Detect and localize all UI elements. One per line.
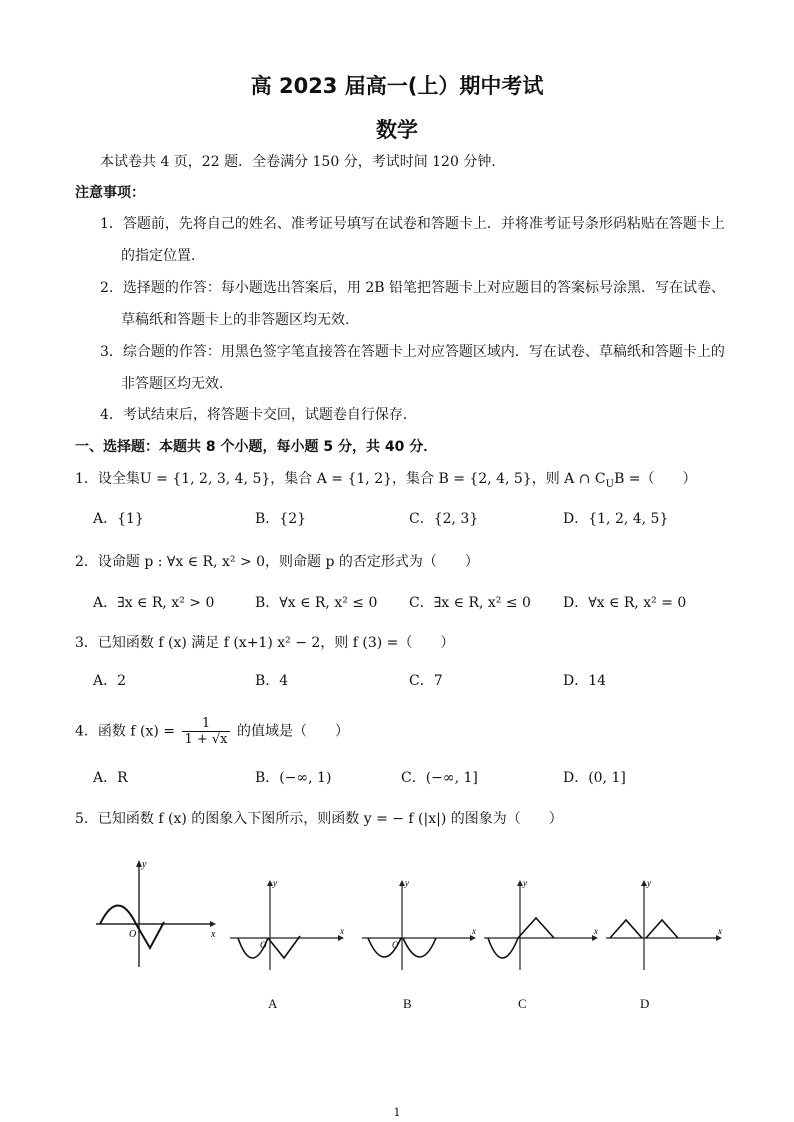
x-label: x xyxy=(472,926,476,936)
question-1-option-b: B．{2} xyxy=(255,511,307,527)
notice-item: 3．综合题的作答：用黑色签字笔直接答在答题卡上对应答题区域内．写在试卷、草稿纸和答题卡上的 xyxy=(100,344,725,360)
original-function-graph xyxy=(92,855,217,970)
question-2-option-a: A．∃x ∈ R, x² > 0 xyxy=(93,595,215,611)
section-heading: 一、选择题：本题共 8 个小题，每小题 5 分，共 40 分． xyxy=(75,439,438,455)
question-4-option-a: A．R xyxy=(93,770,128,786)
subject-title: 数学 xyxy=(376,118,418,142)
curve-arc xyxy=(488,938,518,958)
question-4-fraction xyxy=(182,716,229,747)
curve-arc xyxy=(100,906,136,925)
y-label: y xyxy=(405,878,409,888)
intro-text: 本试卷共 4 页，22 题．全卷满分 150 分，考试时间 120 分钟． xyxy=(100,154,506,170)
y-label: y xyxy=(273,878,277,888)
curve-triangle xyxy=(136,922,164,948)
graph-caption-b: B xyxy=(403,996,412,1011)
x-label: x xyxy=(211,929,216,940)
curve-triangle xyxy=(518,918,554,938)
question-2-option-c: C．∃x ∈ R, x² ≤ 0 xyxy=(409,595,531,611)
question-3-option-d: D．14 xyxy=(563,673,607,689)
notice-item: 2．选择题的作答：每小题选出答案后，用 2B 铅笔把答题卡上对应题目的答案标号涂黑．写在试卷、 xyxy=(100,280,726,296)
curve-triangle-left xyxy=(610,920,642,938)
x-axis-arrow xyxy=(210,921,216,927)
notice-item: 的指定位置． xyxy=(121,248,205,264)
question-4-stem xyxy=(75,716,349,750)
curve-triangle-right xyxy=(646,920,678,938)
origin-label: O xyxy=(260,940,267,950)
notice-item: 1．答题前，先将自己的姓名、准考证号填写在试卷和答题卡上．并将准考证号条形码粘贴在答题卡上 xyxy=(100,216,725,232)
fraction-numerator: 1 xyxy=(182,716,229,732)
question-2-stem: 2．设命题 p : ∀x ∈ R, x² > 0，则命题 p 的否定形式为（ ） xyxy=(75,554,479,570)
notice-item: 草稿纸和答题卡上的非答题区均无效． xyxy=(121,312,359,328)
y-label: y xyxy=(647,878,651,888)
question-2-option-b: B．∀x ∈ R, x² ≤ 0 xyxy=(255,595,378,611)
graph-option-c xyxy=(482,872,602,972)
question-1-text: 1．设全集U = {1, 2, 3, 4, 5}，集合 A = {1, 2}，集合 B = {2, 4, 5}，则 A ∩ C xyxy=(75,471,606,487)
question-3-option-c: C．7 xyxy=(409,673,443,689)
origin-label: O xyxy=(392,940,399,950)
question-4-pre: 4．函数 f (x) = xyxy=(75,723,175,740)
question-1-option-d: D．{1, 2, 4, 5} xyxy=(563,511,669,527)
question-1-tail: B =（ ） xyxy=(614,471,697,487)
curve-arc-right xyxy=(403,938,436,957)
question-4-option-d: D．(0, 1] xyxy=(563,770,626,786)
question-1-option-c: C．{2, 3} xyxy=(409,511,479,527)
notice-heading: 注意事项： xyxy=(75,185,145,201)
graph-option-a xyxy=(228,872,348,972)
graph-caption-d: D xyxy=(640,996,650,1011)
notice-item: 非答题区均无效． xyxy=(121,376,233,392)
question-5-stem: 5．已知函数 f (x) 的图象入下图所示，则函数 y = − f (|x|) 的图象为（ ） xyxy=(75,811,563,827)
y-label: y xyxy=(142,859,147,870)
notice-item: 4．考试结束后，将答题卡交回，试题卷自行保存． xyxy=(100,407,417,423)
graph-option-d xyxy=(604,872,729,972)
x-label: x xyxy=(594,926,598,936)
curve-triangle xyxy=(268,936,300,958)
question-1-stem xyxy=(75,470,697,494)
y-label: y xyxy=(523,878,527,888)
x-label: x xyxy=(340,926,344,936)
fraction-denominator: 1 + √x xyxy=(184,732,228,747)
question-3-option-a: A．2 xyxy=(93,673,127,689)
graph-caption-c: C xyxy=(518,996,527,1011)
question-4-option-c: C．(−∞, 1] xyxy=(401,770,478,786)
question-3-option-b: B．4 xyxy=(255,673,289,689)
question-3-stem: 3．已知函数 f (x) 满足 f (x+1) x² − 2，则 f (3) =（ ） xyxy=(75,635,455,651)
graph-option-b xyxy=(360,872,480,972)
graph-caption-a: A xyxy=(268,996,278,1011)
x-label: x xyxy=(718,926,722,936)
question-4-post: 的值域是（ ） xyxy=(236,723,349,740)
question-4-option-b: B．(−∞, 1) xyxy=(255,770,332,786)
origin-label: O xyxy=(129,929,137,940)
exam-title: 高 2023 届高一(上）期中考试 xyxy=(250,74,544,98)
page-number: 1 xyxy=(393,1106,401,1119)
question-2-option-d: D．∀x ∈ R, x² = 0 xyxy=(563,595,687,611)
question-1-subscript: U xyxy=(605,478,615,490)
question-1-option-a: A．{1} xyxy=(93,511,144,527)
